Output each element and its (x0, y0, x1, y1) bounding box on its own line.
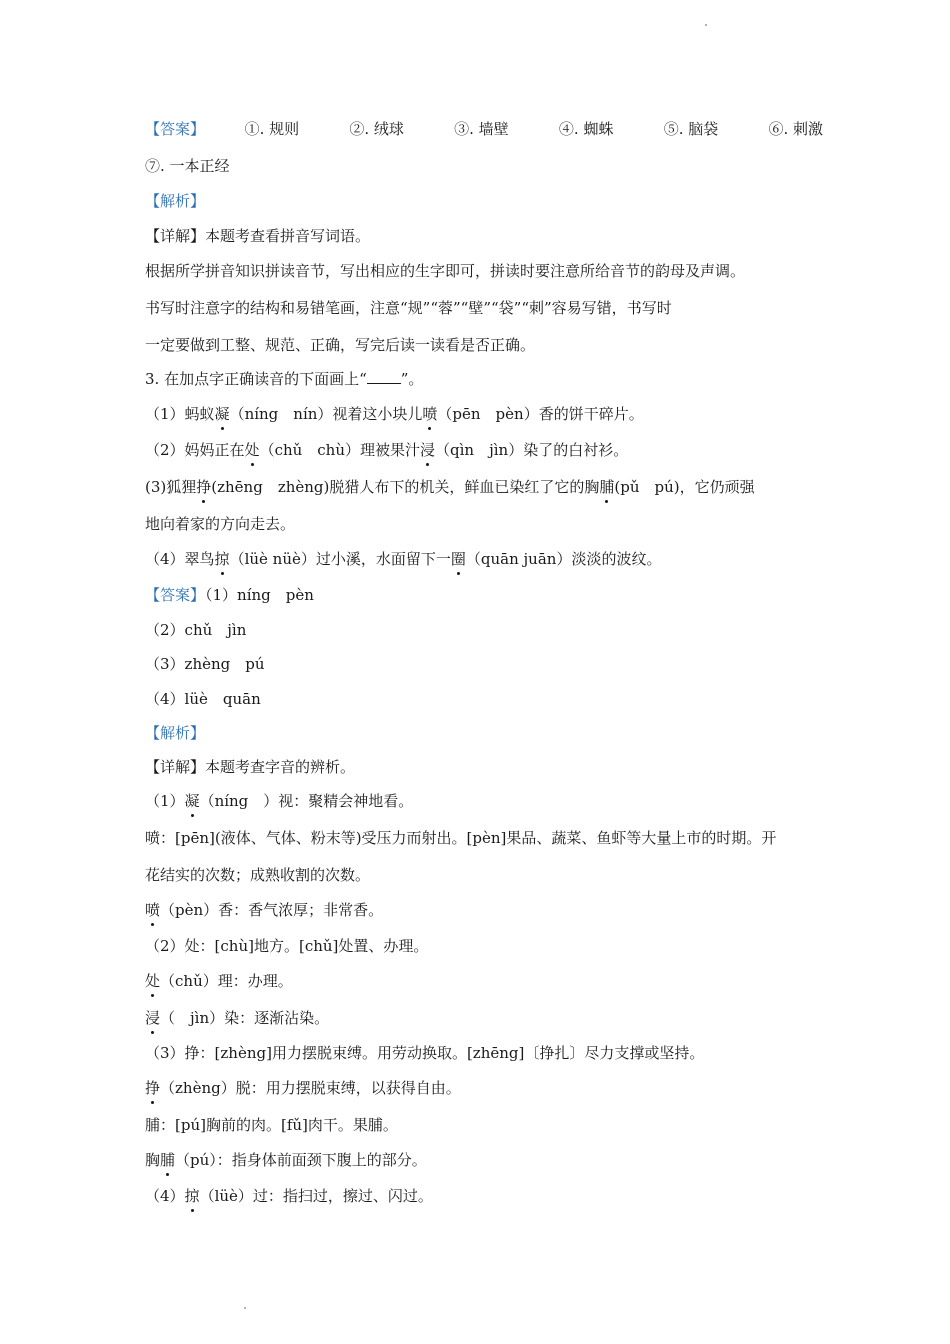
detail-text: 本题考查看拼音写词语。 (205, 227, 371, 245)
detail-line-2 (145, 757, 815, 777)
analysis-line (145, 791, 815, 811)
analysis-line (145, 1008, 815, 1028)
dotted-char: 脯 (160, 1151, 176, 1169)
analysis-line: 喷：[pēn](液体、气体、粉末等)受压力而射出。[pèn]果品、蔬菜、鱼虾等大量上市的时期。开 (145, 829, 777, 847)
text: (zhēng zhèng)脱猎人布下的机关，鲜血已染红了它的胸 (211, 478, 600, 496)
paragraph-line: 书写时注意字的结构和易错笔画，注意“规”“蓉”“壁”“袋”“刺”容易写错，书写时 (145, 299, 672, 317)
question-text: 3. 在加点字正确读音的下面画上“ (145, 370, 367, 388)
scan-speck (705, 24, 707, 26)
dotted-char: 喷 (145, 901, 161, 919)
text: （pèn）香：香气浓厚；非常香。 (160, 901, 384, 919)
text: （2）妈妈正在 (145, 441, 245, 459)
answer-item: ⑥. 刺激 (768, 120, 824, 138)
scan-speck (244, 1307, 246, 1309)
answer-item: ⑦. 一本正经 (145, 157, 230, 175)
text: （1） (145, 792, 185, 810)
analysis-line (145, 1186, 815, 1206)
answer-2-line-1 (145, 585, 815, 605)
detail-tag: 【详解】 (145, 227, 206, 245)
analysis-tag: 【解析】 (145, 192, 206, 210)
text: (3)狐狸 (145, 478, 197, 496)
question-item-4 (145, 549, 815, 569)
dotted-char: 掠 (214, 550, 230, 568)
dotted-char: 挣 (196, 478, 212, 496)
analysis-line: 花结实的次数；成熟收割的次数。 (145, 866, 371, 884)
dotted-char: 处 (145, 972, 161, 990)
text: （ jìn）染：逐渐沾染。 (160, 1009, 330, 1027)
dotted-char: 凝 (214, 405, 230, 423)
dotted-char: 挣 (145, 1079, 161, 1097)
question-item-2 (145, 440, 815, 460)
question-3-title (145, 369, 815, 389)
detail-text: 本题考查字音的辨析。 (205, 758, 356, 776)
question-item-3 (145, 477, 815, 497)
answer-2-line-3: （3）zhèng pú (145, 655, 265, 673)
answer-item: ②. 绒球 (349, 120, 404, 138)
text: （4）翠鸟 (145, 550, 215, 568)
answer-2-line-2: （2）chǔ jìn (145, 621, 247, 639)
text: （1）蚂蚁 (145, 405, 215, 423)
analysis-line (145, 1150, 815, 1170)
dotted-char: 喷 (422, 405, 438, 423)
text: （níng nín）视着这小块儿 (229, 405, 423, 423)
answer-item: ③. 墙壁 (454, 120, 509, 138)
analysis-line: （2）处：[chù]地方。[chǔ]处置、办理。 (145, 937, 429, 955)
question-text: ”。 (400, 370, 424, 388)
analysis-heading (145, 191, 815, 211)
answer-item: ①. 规则 (244, 120, 300, 138)
answer-2-line-4: （4）lüè quān (145, 690, 261, 708)
analysis-line: （3）挣：[zhèng]用力摆脱束缚。用劳动换取。[zhēng]〔挣扎〕尽力支撑或坚持。 (145, 1044, 705, 1062)
answer-item: ④. 蜘蛛 (558, 120, 614, 138)
detail-tag: 【详解】 (145, 758, 206, 776)
answer-blank (367, 371, 401, 384)
analysis-heading-2 (145, 723, 815, 743)
answer-item: ⑤. 脑袋 (663, 120, 719, 138)
text: （chǔ）理：办理。 (160, 972, 293, 990)
answer-line-1 (145, 119, 824, 139)
detail-line (145, 226, 815, 246)
text: （lüè nüè）过小溪，水面留下一 (229, 550, 451, 568)
dotted-char: 脯 (599, 478, 615, 496)
dotted-char: 浸 (145, 1009, 161, 1027)
text: (pǔ pú)，它仍顽强 (614, 478, 755, 496)
text: （níng ）视：聚精会神地看。 (199, 792, 414, 810)
paragraph-line: 根据所学拼音知识拼读音节，写出相应的生字即可，拼读时要注意所给音节的韵母及声调。 (145, 262, 746, 280)
analysis-line (145, 900, 815, 920)
answer-line-2 (145, 156, 815, 176)
dotted-char: 圈 (450, 550, 466, 568)
analysis-line: 脯：[pú]胸前的肉。[fǔ]肉干。果脯。 (145, 1116, 398, 1134)
text: （pēn pèn）香的饼干碎片。 (437, 405, 644, 423)
answer-tag: 【答案】 (145, 120, 206, 138)
text: 胸 (145, 1151, 161, 1169)
text: （quān juān）淡淡的波纹。 (465, 550, 662, 568)
analysis-line (145, 971, 815, 991)
analysis-line (145, 1078, 815, 1098)
analysis-tag: 【解析】 (145, 724, 206, 742)
dotted-char: 浸 (420, 441, 436, 459)
dotted-char: 处 (244, 441, 260, 459)
dotted-char: 掠 (184, 1187, 200, 1205)
text: （lüè）过：指扫过，擦过、闪过。 (199, 1187, 433, 1205)
text: （qìn jìn）染了的白衬衫。 (435, 441, 629, 459)
paragraph-line: 一定要做到工整、规范、正确，写完后读一读看是否正确。 (145, 336, 536, 354)
text: （zhèng）脱：用力摆脱束缚，以获得自由。 (160, 1079, 461, 1097)
answer-item: （1）níng pèn (205, 586, 314, 604)
text: （chǔ chù）理被果汁 (259, 441, 421, 459)
question-item-3-cont: 地向着家的方向走去。 (145, 515, 296, 533)
text: （4） (145, 1187, 185, 1205)
question-item-1 (145, 404, 815, 424)
answer-tag: 【答案】 (145, 586, 206, 604)
dotted-char: 凝 (184, 792, 200, 810)
text: （pú）：指身体前面颈下腹上的部分。 (175, 1151, 427, 1169)
